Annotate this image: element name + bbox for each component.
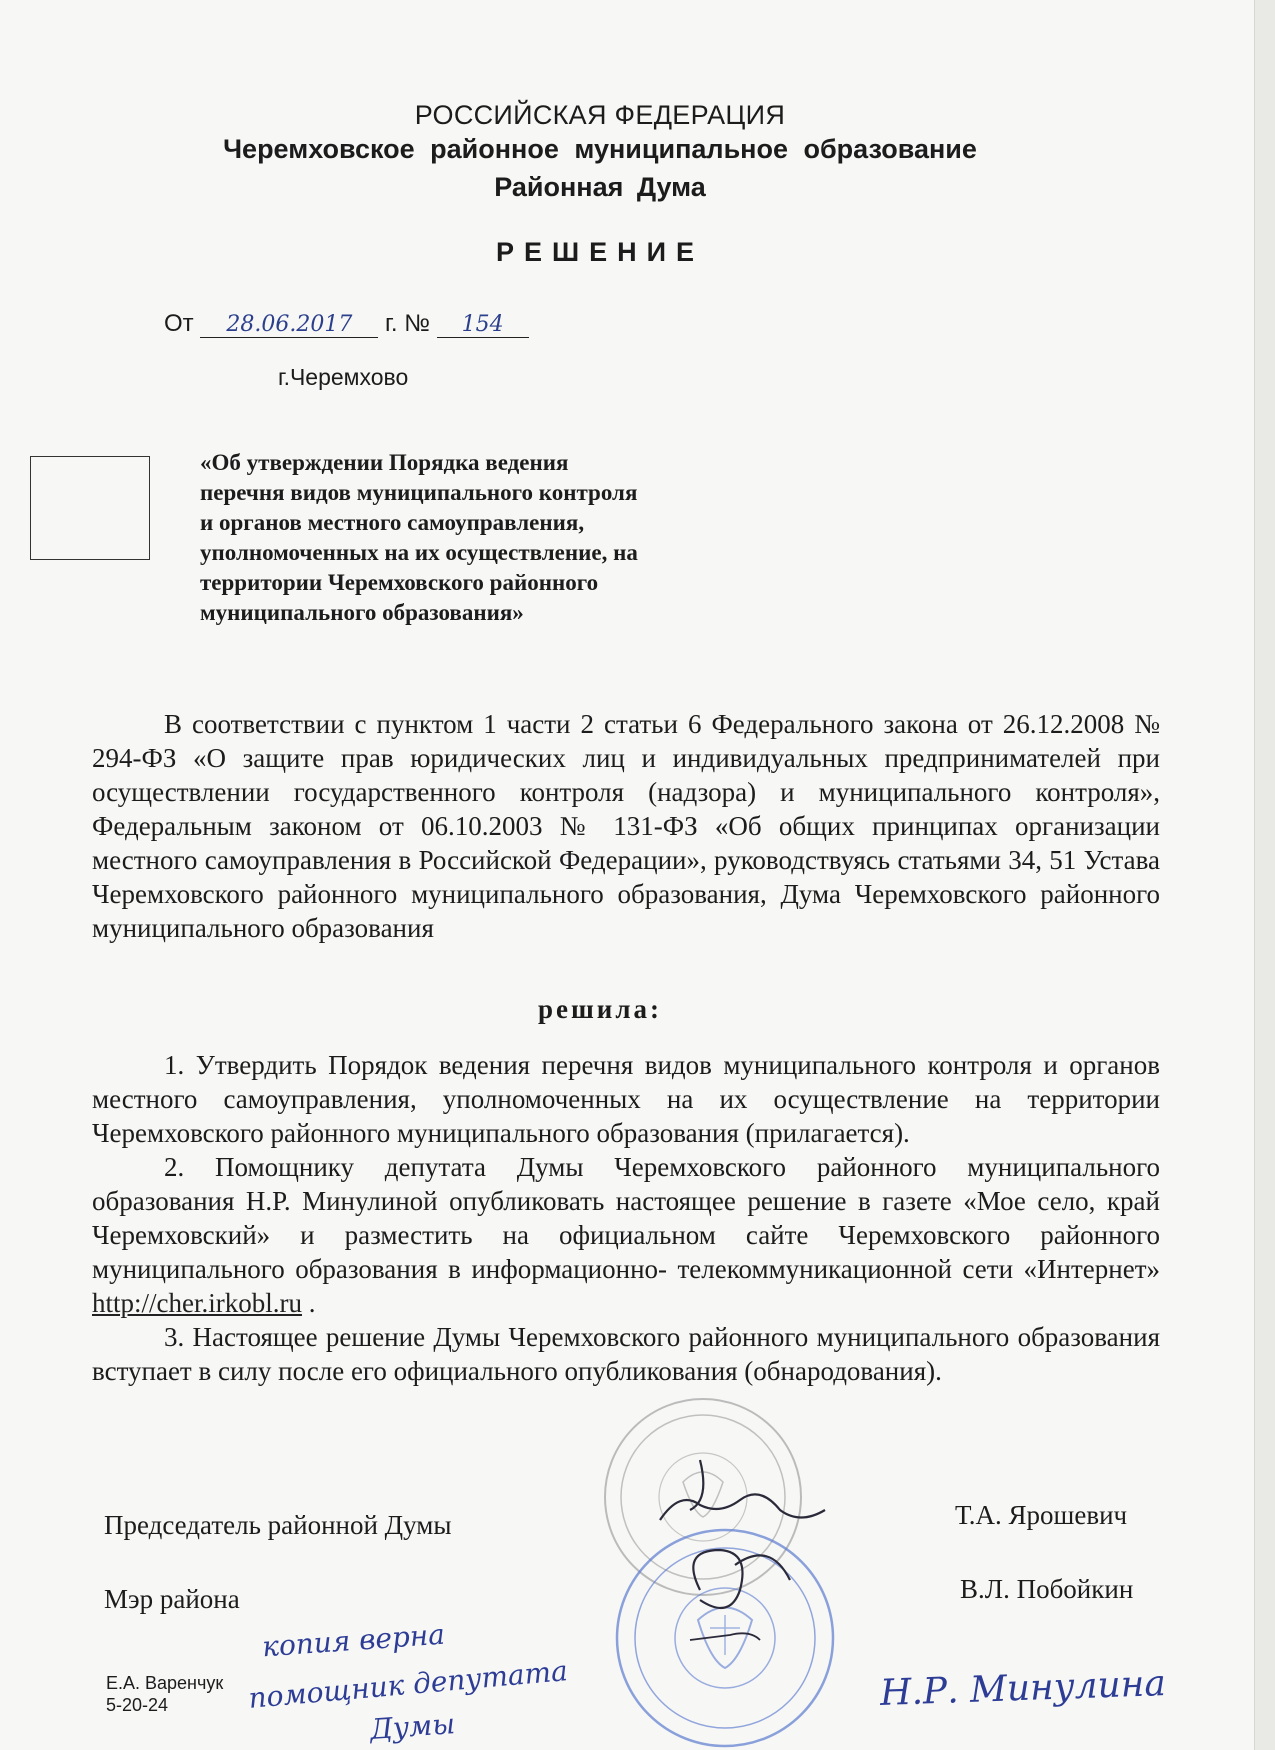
title-line: «Об утверждении Порядка ведения: [200, 450, 569, 475]
title-line: территории Черемховского районного: [200, 570, 599, 595]
item-3: 3. Настоящее решение Думы Черемховского районного муниципального образования вступает в силу после его официального опубликования (обнародования).: [92, 1322, 1160, 1386]
header-country: РОССИЙСКАЯ ФЕДЕРАЦИЯ: [414, 100, 786, 130]
handwritten-signature: Н.Р. Минулина: [879, 1663, 1167, 1714]
executor-phone: 5-20-24: [106, 1695, 169, 1715]
executor-info: [106, 1672, 223, 1716]
registration-box: [30, 456, 150, 560]
executor-name: Е.А. Варенчук: [106, 1673, 224, 1693]
year-suffix: г.: [385, 310, 398, 337]
number-label: №: [404, 310, 430, 337]
title-line: муниципального образования»: [200, 600, 524, 625]
mayor-name: В.Л. Побойкин: [960, 1574, 1134, 1604]
decided-heading: решила:: [538, 994, 662, 1024]
mayor-title: Мэр района: [104, 1584, 240, 1614]
document-type: РЕШЕНИЕ: [495, 237, 705, 267]
number-field: 154: [437, 313, 529, 338]
city: г.Черемхово: [278, 364, 409, 390]
item-2-end: .: [301, 1288, 316, 1318]
chair-title: Председатель районной Думы: [104, 1510, 452, 1540]
handwritten-copy-note: копия верна: [261, 1617, 446, 1664]
signature-strokes: [640, 1440, 880, 1660]
from-label: От: [164, 310, 194, 337]
title-line: перечня видов муниципального контроля: [200, 480, 638, 505]
website-link[interactable]: http://cher.irkobl.ru: [92, 1288, 302, 1318]
item-2-text: 2. Помощнику депутата Думы Черемховского районного муниципального образования Н.Р. Минулиной опубликовать настоящее решение в газете «Мое село, край Черемховский» и разместить на официальном сайте Черемховского районного муниципального образования в информационно- телекоммуникационной сети «Интернет»: [92, 1152, 1160, 1284]
title-line: уполномоченных на их осуществление, на: [200, 540, 638, 565]
date-field: 28.06.2017: [200, 313, 378, 338]
decision-title: [200, 448, 720, 628]
scan-edge: [1254, 0, 1275, 1750]
header-municipality: Черемховское районное муниципальное образование: [223, 134, 977, 164]
date-number-line: [164, 310, 529, 338]
chair-name: Т.А. Ярошевич: [955, 1500, 1128, 1530]
handwritten-duma-note: Думы: [368, 1707, 457, 1746]
header-body: Районная Дума: [494, 172, 706, 202]
item-1: 1. Утвердить Порядок ведения перечня видов муниципального контроля и органов местного самоуправления, уполномоченных на их осуществление на территории Черемховского районного муниципального образования (прилагается).: [92, 1050, 1160, 1148]
decision-items: [92, 1048, 1160, 1388]
title-line: и органов местного самоуправления,: [200, 510, 585, 535]
item-2: [92, 1150, 1160, 1320]
handwritten-assistant-note: помощник депутата: [247, 1654, 570, 1715]
preamble: В соответствии с пунктом 1 части 2 статьи 6 Федерального закона от 26.12.2008 № 294-ФЗ «О защите прав юридических лиц и индивидуальных предпринимателей при осуществлении государственного контроля (надзора) и муниципального контроля», Федеральным законом от 06.10.2003 № 131-ФЗ «Об общих принципах организации местного самоуправления в Российской Федерации», руководствуясь статьями 34, 51 Устава Черемховского районного муниципального образования, Дума Черемховского районного муниципального образования: [92, 709, 1160, 943]
